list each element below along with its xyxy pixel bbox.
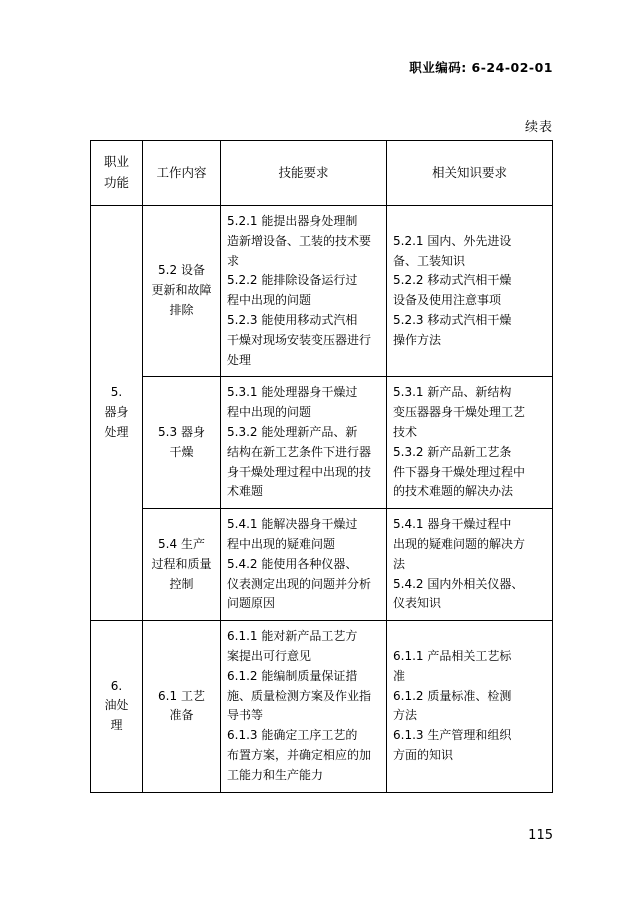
work-line: 更新和故障 xyxy=(151,283,212,298)
knowledge-requirement-cell xyxy=(387,377,553,509)
knowledge-line: 方法 xyxy=(393,708,418,723)
function-line1: 5. xyxy=(110,385,123,400)
work-line: 6.1 工艺 xyxy=(158,688,205,703)
skill-line: 5.2.3 能使用移动式汽相 xyxy=(227,312,358,327)
page-number: 115 xyxy=(528,828,553,843)
skill-line: 布置方案，并确定相应的加 xyxy=(227,747,372,762)
skill-line: 身干燥处理过程中出现的技 xyxy=(227,464,372,479)
skills-requirements-table xyxy=(90,140,553,793)
occupation-code: 职业编码: 6-24-02-01 xyxy=(409,60,553,75)
knowledge-line: 5.2.3 移动式汽相干燥 xyxy=(393,312,512,327)
skill-line: 程中出现的疑难问题 xyxy=(227,536,336,551)
knowledge-line: 5.4.1 器身干燥过程中 xyxy=(393,517,512,532)
skill-line: 5.4.2 能使用各种仪器、 xyxy=(227,556,358,571)
knowledge-line: 5.2.1 国内、外先进设 xyxy=(393,233,512,248)
column-header-function xyxy=(91,141,143,206)
skill-line: 5.2.2 能排除设备运行过 xyxy=(227,273,358,288)
skill-requirement-cell xyxy=(221,509,387,621)
skill-line: 5.2.1 能提出器身处理制 xyxy=(227,214,358,228)
work-content-cell xyxy=(143,621,221,792)
skill-line: 造新增设备、工装的技术要 xyxy=(227,233,372,248)
knowledge-line: 5.3.1 新产品、新结构 xyxy=(393,385,512,400)
knowledge-line: 技术 xyxy=(393,424,418,439)
table-body xyxy=(91,206,553,793)
column-header-function-line1: 职业 xyxy=(103,154,129,170)
skill-line: 干燥对现场安装变压器进行 xyxy=(227,332,372,347)
knowledge-line: 5.3.2 新产品新工艺条 xyxy=(393,444,512,459)
work-line: 5.2 设备 xyxy=(158,263,205,278)
skill-line: 5.4.1 能解决器身干燥过 xyxy=(227,517,358,532)
skill-line: 程中出现的问题 xyxy=(227,405,312,420)
skill-line: 求 xyxy=(227,253,240,268)
knowledge-line: 操作方法 xyxy=(393,332,442,347)
knowledge-line: 6.1.3 生产管理和组织 xyxy=(393,728,512,743)
skill-line: 结构在新工艺条件下进行器 xyxy=(227,444,372,459)
continued-table-label: 续表 xyxy=(524,120,553,135)
work-line: 5.3 器身 xyxy=(158,424,205,439)
work-content-cell xyxy=(143,509,221,621)
work-line: 5.4 生产 xyxy=(158,536,205,551)
column-header-knowledge-requirement: 相关知识要求 xyxy=(387,141,553,206)
skill-line: 程中出现的问题 xyxy=(227,293,312,308)
work-line: 干燥 xyxy=(169,444,194,459)
knowledge-line: 准 xyxy=(393,668,406,683)
skill-line: 处理 xyxy=(227,352,252,367)
skill-line: 5.3.2 能处理新产品、新 xyxy=(227,424,358,439)
knowledge-line: 6.1.2 质量标准、检测 xyxy=(393,688,512,703)
function-line3: 处理 xyxy=(104,424,129,439)
knowledge-line: 仪表知识 xyxy=(393,596,442,611)
skill-line: 5.3.1 能处理器身干燥过 xyxy=(227,385,358,400)
column-header-work-content: 工作内容 xyxy=(143,141,221,206)
skill-line: 6.1.1 能对新产品工艺方 xyxy=(227,629,358,644)
table-header xyxy=(91,141,553,206)
work-line: 过程和质量 xyxy=(151,556,212,571)
knowledge-line: 方面的知识 xyxy=(393,747,454,762)
work-content-cell xyxy=(143,377,221,509)
skill-line: 案提出可行意见 xyxy=(227,648,312,663)
knowledge-line: 的技术难题的解决办法 xyxy=(393,484,514,499)
function-line1: 6. xyxy=(110,678,123,693)
table-header-row xyxy=(91,141,553,206)
knowledge-requirement-cell xyxy=(387,509,553,621)
skill-requirement-cell xyxy=(221,206,387,377)
knowledge-line: 5.2.2 移动式汽相干燥 xyxy=(393,273,512,288)
knowledge-line: 法 xyxy=(393,556,406,571)
function-line2: 油处 xyxy=(104,698,129,713)
knowledge-line: 6.1.1 产品相关工艺标 xyxy=(393,648,512,663)
knowledge-line: 出现的疑难问题的解决方 xyxy=(393,536,526,551)
knowledge-requirement-cell xyxy=(387,206,553,377)
knowledge-line: 5.4.2 国内外相关仪器、 xyxy=(393,576,524,591)
work-content-cell xyxy=(143,206,221,377)
work-line: 准备 xyxy=(169,708,194,723)
table-row xyxy=(91,377,553,509)
skill-line: 工能力和生产能力 xyxy=(227,767,324,782)
knowledge-line: 设备及使用注意事项 xyxy=(393,293,502,308)
column-header-function-line2: 功能 xyxy=(103,175,129,190)
skill-line: 导书等 xyxy=(227,708,264,723)
column-header-skill-requirement: 技能要求 xyxy=(221,141,387,206)
skill-line: 仪表测定出现的问题并分析 xyxy=(227,576,372,591)
table-row xyxy=(91,509,553,621)
skill-line: 6.1.2 能编制质量保证措 xyxy=(227,668,358,683)
function-line3: 理 xyxy=(110,718,123,733)
work-line: 控制 xyxy=(169,576,194,591)
knowledge-requirement-cell xyxy=(387,621,553,792)
knowledge-line: 变压器器身干燥处理工艺 xyxy=(393,405,526,420)
skill-line: 施、质量检测方案及作业指 xyxy=(227,688,372,703)
work-line: 排除 xyxy=(169,303,194,318)
table-row xyxy=(91,621,553,792)
knowledge-line: 件下器身干燥处理过程中 xyxy=(393,464,526,479)
skill-line: 6.1.3 能确定工序工艺的 xyxy=(227,728,358,743)
function-line2: 器身 xyxy=(104,405,129,420)
table-row xyxy=(91,206,553,377)
function-cell-6 xyxy=(91,621,143,792)
skill-line: 术难题 xyxy=(227,484,264,499)
skill-requirement-cell xyxy=(221,621,387,792)
knowledge-line: 备、工装知识 xyxy=(393,253,466,268)
skill-requirement-cell xyxy=(221,377,387,509)
skill-line: 问题原因 xyxy=(227,596,276,611)
function-cell-5 xyxy=(91,206,143,621)
